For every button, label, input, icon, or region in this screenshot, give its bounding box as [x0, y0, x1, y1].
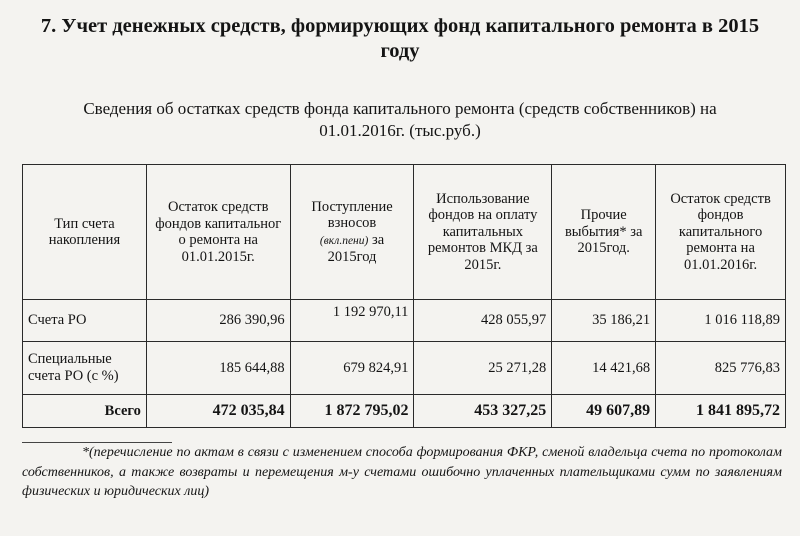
header-contributions-main: Поступление взносов	[311, 198, 393, 231]
table-header-row	[23, 165, 786, 300]
table-row-total	[23, 395, 786, 428]
row-label: Специальные счета РО (с %)	[23, 342, 147, 395]
header-account-type: Тип счета накопления	[23, 165, 147, 300]
section-title: 7. Учет денежных средств, формирующих фонд капитального ремонта в 2015 году	[40, 15, 760, 62]
header-usage: Использование фондов на оплату капитальных ремонтов МКД за 2015г.	[414, 165, 552, 300]
header-opening-balance: Остаток средств фондов капитальног о ремонта на 01.01.2015г.	[146, 165, 290, 300]
header-contributions	[290, 165, 414, 300]
table-caption: Сведения об остатках средств фонда капитального ремонта (средств собственников) на 01.01.2016г. (тыс.руб.)	[83, 99, 717, 140]
cell-closing-balance: 1 841 895,72	[656, 395, 786, 428]
balances-table	[22, 164, 786, 428]
row-label: Счета РО	[23, 300, 147, 342]
cell-opening-balance: 185 644,88	[146, 342, 290, 395]
cell-other-disposals: 14 421,68	[552, 342, 656, 395]
cell-closing-balance: 825 776,83	[656, 342, 786, 395]
cell-other-disposals: 35 186,21	[552, 300, 656, 342]
table-row-special-accounts	[23, 342, 786, 395]
header-contributions-tail: за 2015год	[327, 231, 385, 265]
cell-usage: 25 271,28	[414, 342, 552, 395]
cell-usage: 453 327,25	[414, 395, 552, 428]
header-contributions-note: (вкл.пени)	[319, 234, 369, 247]
cell-contributions: 679 824,91	[290, 342, 414, 395]
cell-closing-balance: 1 016 118,89	[656, 300, 786, 342]
header-closing-balance: Остаток средств фондов капитального ремонта на 01.01.2016г.	[656, 165, 786, 300]
row-label: Всего	[23, 395, 147, 428]
footnote: *(перечисление по актам в связи с изменением способа формирования ФКР, сменой владельца счета по протоколам собственников, а также возвраты и перемещения м-у счетами ошибочно уплаченных плательщиками сумм по заявлениям физических и юридических лиц)	[22, 445, 782, 499]
cell-usage: 428 055,97	[414, 300, 552, 342]
cell-opening-balance: 472 035,84	[146, 395, 290, 428]
cell-other-disposals: 49 607,89	[552, 395, 656, 428]
cell-contributions: 1 192 970,11	[290, 300, 414, 342]
table-row-po-accounts	[23, 300, 786, 342]
cell-contributions: 1 872 795,02	[290, 395, 414, 428]
cell-opening-balance: 286 390,96	[146, 300, 290, 342]
header-other-disposals: Прочие выбытия* за 2015год.	[552, 165, 656, 300]
